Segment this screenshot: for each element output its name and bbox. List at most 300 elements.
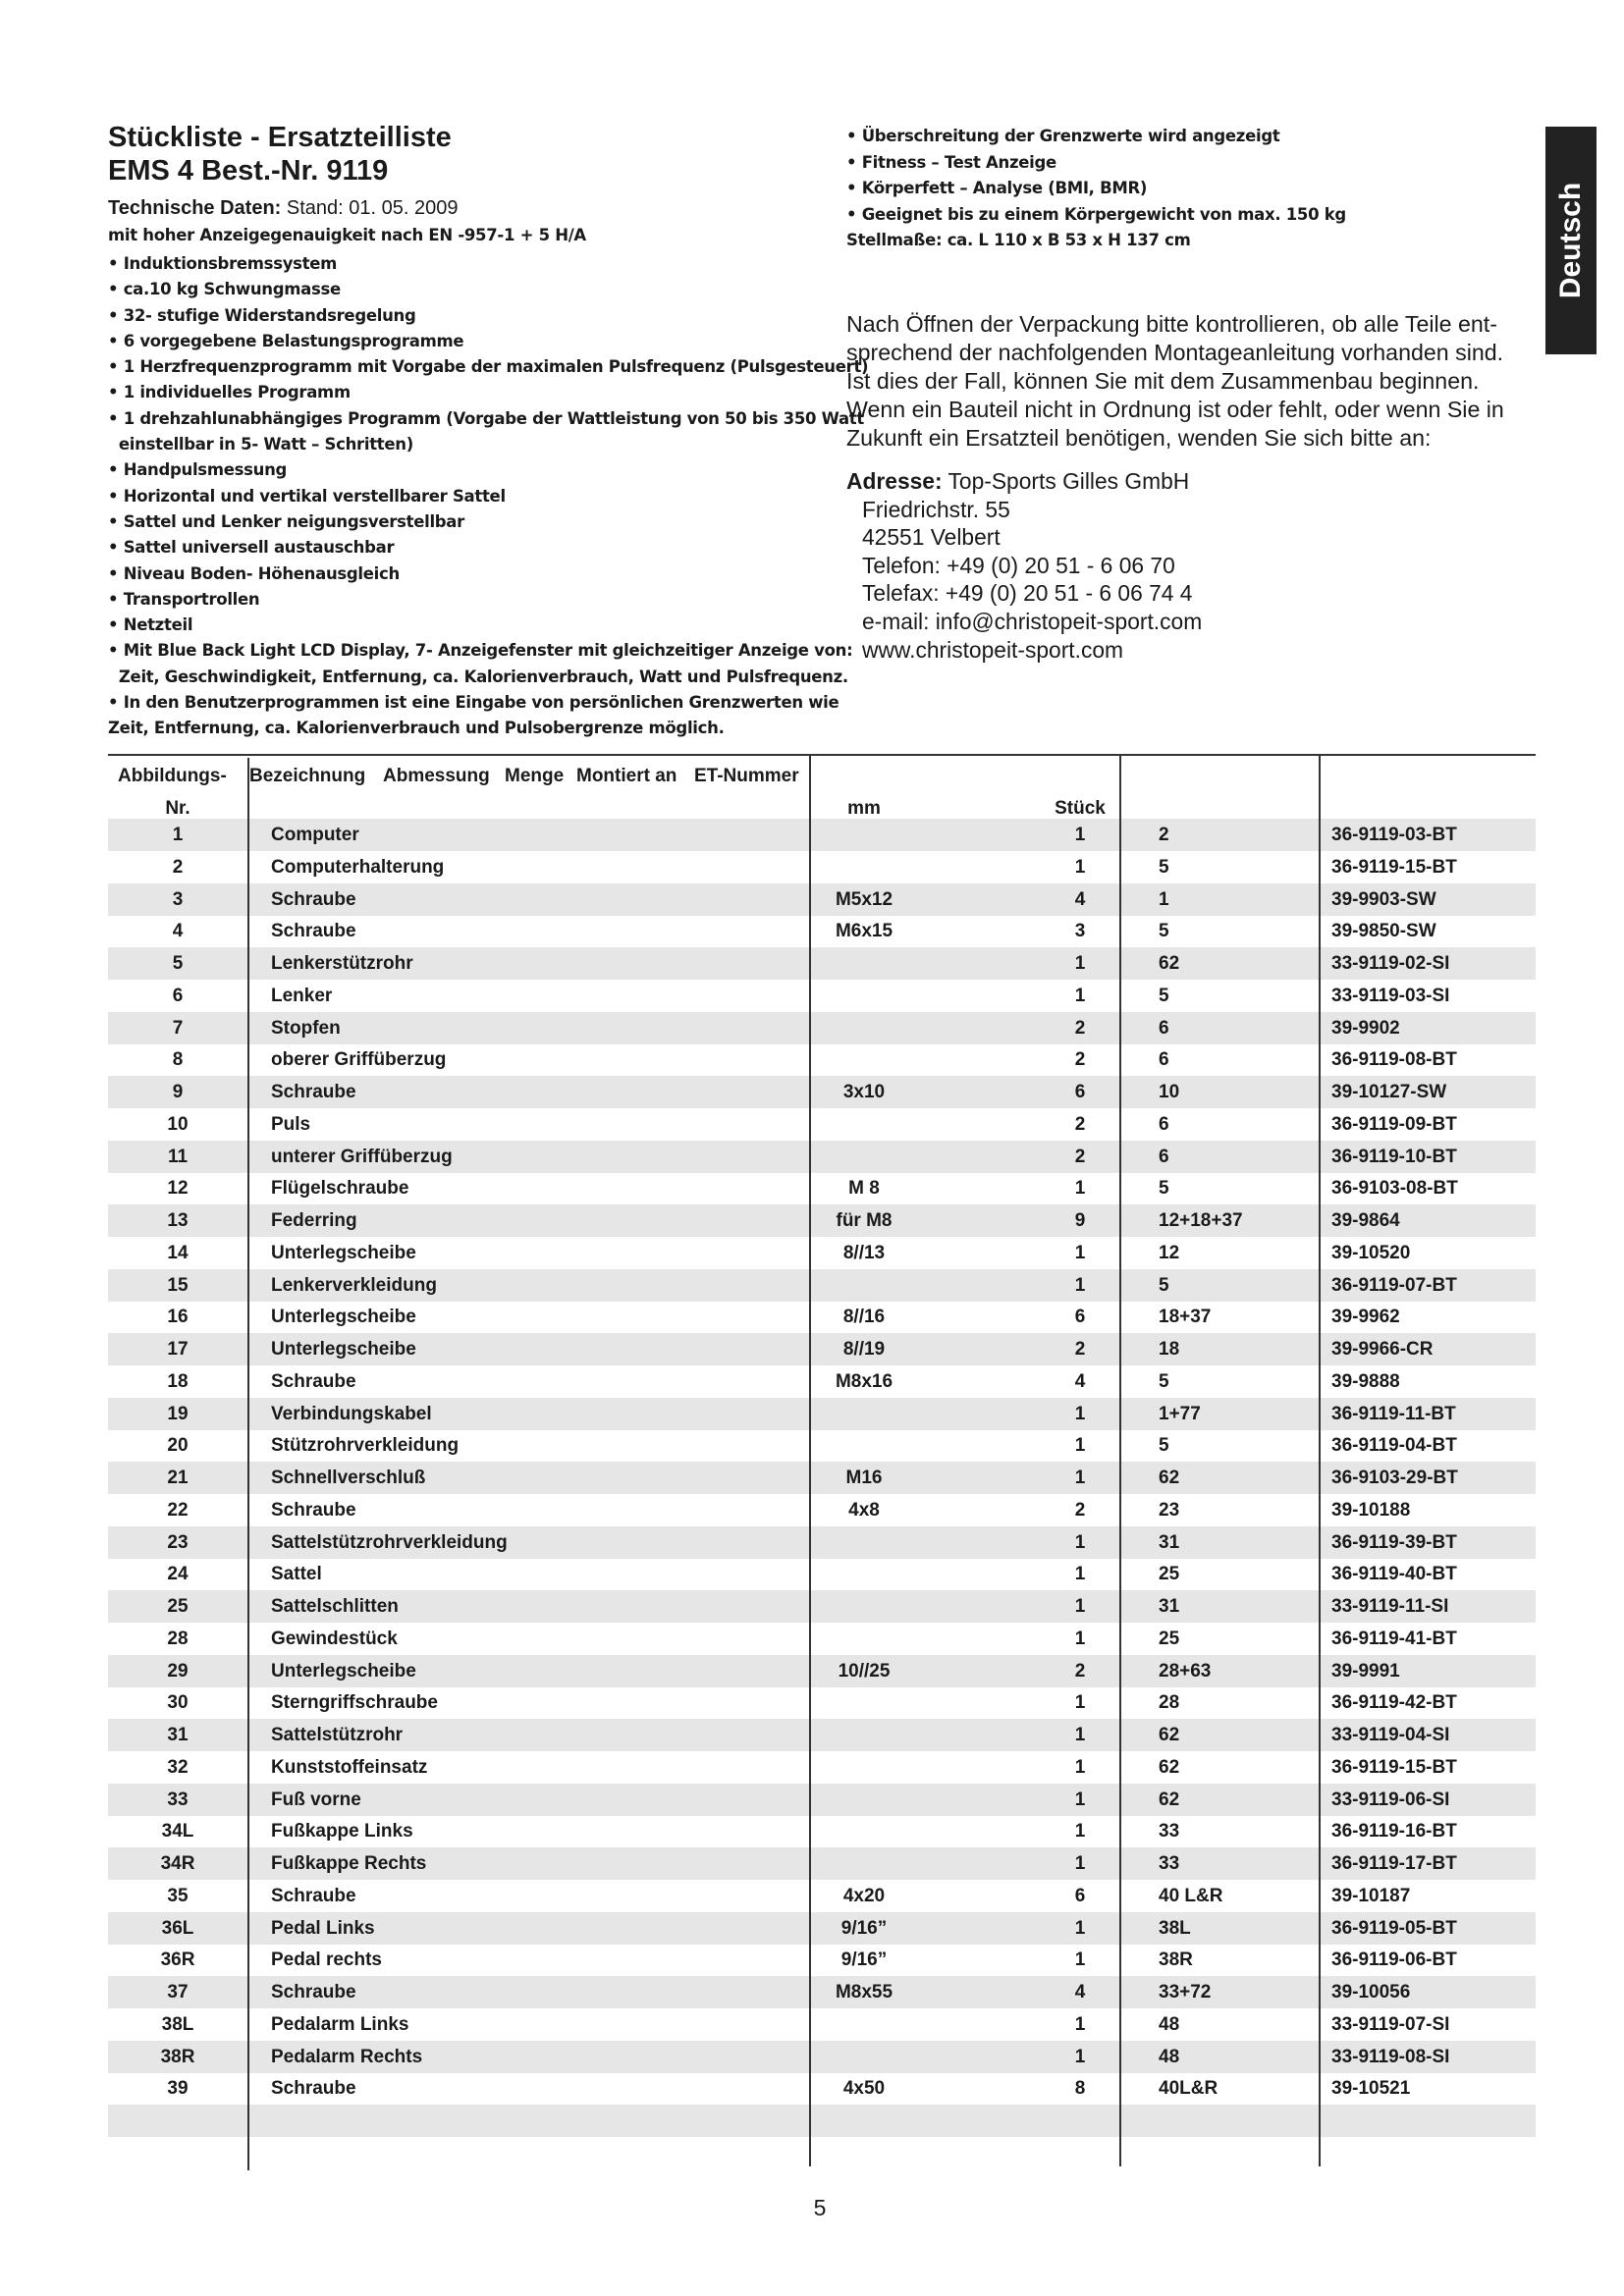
spare-part-number: 36-9119-15-BT (1331, 856, 1457, 878)
dimension: 4x50 (842, 2078, 886, 2100)
mounted-on: 6 (1159, 1146, 1169, 1167)
part-number: 36R (160, 1949, 195, 1971)
feature-item: Stellmaße: ca. L 110 x B 53 x H 137 cm (846, 231, 1191, 249)
part-name: Unterlegscheibe (271, 1242, 416, 1263)
quantity: 1 (1074, 1403, 1086, 1424)
part-number: 18 (167, 1370, 189, 1392)
part-number: 15 (167, 1274, 189, 1296)
table-row (108, 1558, 1536, 1590)
part-number: 22 (167, 1499, 189, 1521)
part-name: Schraube (271, 888, 356, 910)
mounted-on: 5 (1159, 856, 1169, 878)
part-name: Stopfen (271, 1017, 341, 1039)
part-name: Pedal Links (271, 1917, 375, 1939)
column-divider (1119, 754, 1121, 2166)
table-row (108, 1590, 1536, 1623)
mounted-on: 6 (1159, 1049, 1169, 1071)
address-line: Friedrichstr. 55 (862, 496, 1010, 522)
quantity: 2 (1074, 1660, 1086, 1682)
spare-part-number: 39-9991 (1331, 1660, 1400, 1682)
part-number: 17 (167, 1339, 189, 1360)
table-row (108, 1429, 1536, 1462)
header-cell: mm (847, 798, 881, 819)
quantity: 1 (1074, 1564, 1086, 1585)
quantity: 1 (1074, 1628, 1086, 1649)
dimension: 4x20 (842, 1885, 886, 1906)
part-name: Sattelstützrohrverkleidung (271, 1531, 508, 1553)
spare-part-number: 36-9103-08-BT (1331, 1178, 1458, 1200)
mounted-on: 62 (1159, 1468, 1180, 1488)
quantity: 9 (1074, 1210, 1086, 1231)
mounted-on: 10 (1159, 1082, 1180, 1102)
table-row (108, 1623, 1536, 1655)
spare-part-number: 36-9119-41-BT (1331, 1628, 1457, 1649)
part-name: Kunststoffeinsatz (271, 1756, 428, 1778)
feature-item: • Induktionsbremssystem (108, 254, 338, 273)
feature-item: Zeit, Entfernung, ca. Kalorienverbrauch und Pulsobergrenze möglich. (108, 719, 725, 738)
quantity: 1 (1074, 1274, 1086, 1296)
part-number: 1 (172, 825, 184, 845)
mounted-on: 40L&R (1159, 2078, 1218, 2100)
table-row (108, 1686, 1536, 1719)
quantity: 1 (1074, 1596, 1086, 1617)
spare-part-number: 36-9119-39-BT (1331, 1531, 1457, 1553)
spare-part-number: 36-9119-07-BT (1331, 1274, 1457, 1296)
part-name: Sattelschlitten (271, 1596, 399, 1617)
mounted-on: 33+72 (1159, 1982, 1212, 2002)
feature-item: • Mit Blue Back Light LCD Display, 7- Anzeigefenster mit gleichzeitiger Anzeige von: (108, 641, 853, 661)
feature-item: • 1 drehzahlunabhängiges Programm (Vorgabe der Wattleistung von 50 bis 350 Watt (108, 408, 864, 428)
mounted-on: 62 (1159, 1789, 1180, 1810)
quantity: 1 (1074, 1853, 1086, 1874)
part-name: Schnellverschluß (271, 1468, 426, 1488)
mounted-on: 12 (1159, 1242, 1180, 1263)
dimension: 8//16 (842, 1307, 886, 1328)
dimension: M 8 (848, 1178, 880, 1200)
mounted-on: 48 (1159, 2046, 1180, 2067)
spare-part-number: 39-9903-SW (1331, 888, 1436, 910)
dimension: 4x8 (848, 1499, 880, 1521)
address-line: e-mail: info@christopeit-sport.com (862, 608, 1203, 634)
part-number: 23 (167, 1531, 189, 1553)
table-row (108, 851, 1536, 883)
quantity: 2 (1074, 1049, 1086, 1071)
mounted-on: 48 (1159, 2013, 1180, 2035)
dimension: M6x15 (835, 921, 893, 942)
part-name: Sterngriffschraube (271, 1692, 438, 1714)
table-row (108, 1204, 1536, 1237)
table-row (108, 1043, 1536, 1076)
mounted-on: 28+63 (1159, 1660, 1212, 1682)
quantity: 1 (1074, 1789, 1086, 1810)
part-number: 14 (167, 1242, 189, 1263)
mounted-on: 62 (1159, 1756, 1180, 1778)
quantity: 1 (1074, 953, 1086, 974)
mounted-on: 23 (1159, 1499, 1180, 1521)
mounted-on: 5 (1159, 921, 1169, 942)
quantity: 2 (1074, 1017, 1086, 1039)
table-row (108, 1462, 1536, 1494)
part-name: Lenkerverkleidung (271, 1274, 437, 1296)
part-number: 19 (167, 1403, 189, 1424)
table-row (108, 2041, 1536, 2073)
table-row (108, 1912, 1536, 1945)
part-name: Unterlegscheibe (271, 1307, 416, 1328)
part-number: 13 (167, 1210, 189, 1231)
part-number: 34R (160, 1853, 195, 1874)
spare-part-number: 39-10520 (1331, 1242, 1411, 1263)
quantity: 1 (1074, 985, 1086, 1006)
quantity: 1 (1074, 825, 1086, 845)
technical-data-date: Stand: 01. 05. 2009 (286, 197, 459, 219)
table-row (108, 1012, 1536, 1044)
address-line: www.christopeit-sport.com (862, 636, 1124, 663)
spare-part-number: 33-9119-11-SI (1331, 1596, 1449, 1617)
table-row (108, 1301, 1536, 1333)
feature-item: • ca.10 kg Schwungmasse (108, 280, 341, 299)
table-row (108, 1847, 1536, 1880)
spare-part-number: 39-10521 (1331, 2078, 1411, 2100)
quantity: 1 (1074, 1242, 1086, 1263)
part-number: 36L (161, 1917, 194, 1939)
quantity: 1 (1074, 1531, 1086, 1553)
part-number: 3 (172, 888, 184, 910)
address-line: Telefon: +49 (0) 20 51 - 6 06 70 (862, 552, 1175, 578)
quantity: 8 (1074, 2078, 1086, 2100)
part-number: 5 (172, 953, 184, 974)
quantity: 2 (1074, 1113, 1086, 1135)
quantity: 1 (1074, 1756, 1086, 1778)
mounted-on: 5 (1159, 1370, 1169, 1392)
address-label: Adresse: (846, 468, 943, 494)
address-line: Telefax: +49 (0) 20 51 - 6 06 74 4 (862, 580, 1193, 607)
part-name: Schraube (271, 921, 356, 942)
technical-data-line (108, 197, 459, 220)
notice-line: Nach Öffnen der Verpackung bitte kontrollieren, ob alle Teile ent- (846, 311, 1497, 337)
mounted-on: 62 (1159, 953, 1180, 974)
feature-item: • Niveau Boden- Höhenausgleich (108, 563, 400, 583)
part-number: 33 (167, 1789, 189, 1810)
mounted-on: 6 (1159, 1113, 1169, 1135)
quantity: 1 (1074, 2013, 1086, 2035)
address-block (846, 467, 1202, 664)
part-name: Computer (271, 825, 359, 845)
part-name: Schraube (271, 1982, 356, 2002)
part-number: 38R (160, 2046, 195, 2067)
spare-part-number: 36-9119-04-BT (1331, 1435, 1457, 1457)
table-row (108, 1784, 1536, 1816)
quantity: 1 (1074, 1725, 1086, 1745)
spare-part-number: 39-9902 (1331, 1017, 1400, 1039)
part-number: 11 (167, 1146, 189, 1167)
quantity: 1 (1074, 856, 1086, 878)
quantity: 1 (1074, 1178, 1086, 1200)
spare-part-number: 33-9119-04-SI (1331, 1725, 1450, 1745)
table-row (108, 915, 1536, 947)
mounted-on: 31 (1159, 1596, 1180, 1617)
mounted-on: 12+18+37 (1159, 1210, 1243, 1231)
mounted-on: 18+37 (1159, 1307, 1212, 1328)
spare-part-number: 39-9888 (1331, 1370, 1400, 1392)
header-cell: Bezeichnung (249, 766, 366, 786)
mounted-on: 33 (1159, 1853, 1180, 1874)
feature-item: • Überschreitung der Grenzwerte wird angezeigt (846, 127, 1280, 145)
spare-part-number: 36-9119-15-BT (1331, 1756, 1457, 1778)
dimension: 9/16” (840, 1917, 888, 1939)
dimension: M8x55 (835, 1982, 893, 2002)
mounted-on: 62 (1159, 1725, 1180, 1745)
quantity: 3 (1074, 921, 1086, 942)
spare-part-number: 36-9119-17-BT (1331, 1853, 1457, 1874)
feature-item: • Körperfett – Analyse (BMI, BMR) (846, 179, 1148, 197)
part-name: Verbindungskabel (271, 1403, 432, 1424)
table-row (108, 1269, 1536, 1302)
spare-part-number: 39-9962 (1331, 1307, 1400, 1328)
feature-list-right (846, 124, 1346, 254)
mounted-on: 1+77 (1159, 1403, 1201, 1424)
quantity: 2 (1074, 1499, 1086, 1521)
quantity: 1 (1074, 1435, 1086, 1457)
table-row (108, 1880, 1536, 1912)
quantity: 1 (1074, 1821, 1086, 1842)
feature-item: • 1 individuelles Programm (108, 383, 351, 402)
part-name: Gewindestück (271, 1628, 398, 1649)
feature-list (108, 251, 869, 742)
quantity: 1 (1074, 2046, 1086, 2067)
spare-part-number: 36-9119-42-BT (1331, 1692, 1457, 1714)
part-number: 10 (167, 1113, 189, 1135)
dimension: 10//25 (838, 1660, 891, 1682)
part-number: 16 (167, 1307, 189, 1328)
quantity: 1 (1074, 1468, 1086, 1488)
notice-line: Ist dies der Fall, können Sie mit dem Zusammenbau beginnen. (846, 368, 1480, 394)
technical-data-label: Technische Daten: (108, 197, 282, 219)
header-cell: Stück (1055, 798, 1106, 819)
part-number: 2 (172, 856, 184, 878)
dimension: 9/16” (840, 1949, 888, 1971)
table-row (108, 1526, 1536, 1559)
mounted-on: 28 (1159, 1692, 1180, 1714)
spare-part-number: 33-9119-06-SI (1331, 1789, 1450, 1810)
mounted-on: 31 (1159, 1531, 1180, 1553)
part-number: 28 (167, 1628, 189, 1649)
part-number: 4 (172, 921, 184, 942)
mounted-on: 1 (1159, 888, 1169, 910)
feature-item: Zeit, Geschwindigkeit, Entfernung, ca. Kalorienverbrauch, Watt und Pulsfrequenz. (108, 667, 848, 686)
precision-note: mit hoher Anzeigegenauigkeit nach EN -957-1 + 5 H/A (108, 226, 586, 244)
column-divider (809, 754, 811, 2166)
quantity: 4 (1074, 1370, 1086, 1392)
spare-part-number: 36-9119-05-BT (1331, 1917, 1457, 1939)
product-subtitle: EMS 4 Best.-Nr. 9119 (108, 155, 389, 187)
spare-part-number: 39-10127-SW (1331, 1082, 1447, 1102)
mounted-on: 38L (1159, 1917, 1191, 1939)
feature-item: • Horizontal und vertikal verstellbarer Sattel (108, 486, 506, 506)
part-name: Lenkerstützrohr (271, 953, 413, 974)
header-cell: Montiert an (576, 766, 677, 786)
part-name: Fußkappe Rechts (271, 1853, 427, 1874)
empty-table-row (108, 2105, 1536, 2137)
part-number: 39 (167, 2078, 189, 2100)
part-number: 24 (167, 1564, 189, 1585)
part-name: Schraube (271, 2078, 356, 2100)
part-name: Pedalarm Links (271, 2013, 409, 2035)
spare-part-number: 36-9119-03-BT (1331, 825, 1457, 845)
spare-part-number: 36-9119-10-BT (1331, 1146, 1457, 1167)
mounted-on: 5 (1159, 985, 1169, 1006)
quantity: 6 (1074, 1307, 1086, 1328)
mounted-on: 5 (1159, 1178, 1169, 1200)
spare-part-number: 36-9119-11-BT (1331, 1403, 1456, 1424)
part-number: 35 (167, 1885, 189, 1906)
table-row (108, 1655, 1536, 1687)
part-name: Pedal rechts (271, 1949, 382, 1971)
part-name: Federring (271, 1210, 357, 1231)
header-cell: Abbildungs- (118, 766, 227, 786)
table-row (108, 947, 1536, 980)
dimension: 8//13 (842, 1242, 886, 1263)
table-row (108, 1494, 1536, 1526)
feature-item: • Sattel und Lenker neigungsverstellbar (108, 511, 464, 531)
spare-part-number: 39-10188 (1331, 1499, 1411, 1521)
feature-item: • In den Benutzerprogrammen ist eine Eingabe von persönlichen Grenzwerten wie (108, 693, 839, 713)
part-number: 29 (167, 1660, 189, 1682)
spare-part-number: 36-9119-09-BT (1331, 1113, 1457, 1135)
column-divider (247, 758, 249, 2170)
spare-part-number: 36-9119-16-BT (1331, 1821, 1457, 1842)
spare-part-number: 33-9119-07-SI (1331, 2013, 1450, 2035)
feature-item: • 6 vorgegebene Belastungsprogramme (108, 331, 464, 350)
mounted-on: 25 (1159, 1628, 1180, 1649)
table-row (108, 1141, 1536, 1173)
quantity: 6 (1074, 1885, 1086, 1906)
spare-part-number: 36-9119-08-BT (1331, 1049, 1457, 1071)
part-number: 31 (167, 1725, 189, 1745)
part-name: Flügelschraube (271, 1178, 409, 1200)
table-row (108, 883, 1536, 916)
table-row (108, 1398, 1536, 1430)
mounted-on: 6 (1159, 1017, 1169, 1039)
part-name: Sattelstützrohr (271, 1725, 404, 1745)
part-number: 32 (167, 1756, 189, 1778)
address-line: 42551 Velbert (862, 524, 1001, 551)
page-title: Stückliste - Ersatzteilliste (108, 122, 452, 153)
mounted-on: 40 L&R (1159, 1885, 1223, 1906)
quantity: 1 (1074, 1949, 1086, 1971)
table-row (108, 1076, 1536, 1108)
quantity: 4 (1074, 888, 1086, 910)
address-company: Top-Sports Gilles GmbH (947, 468, 1190, 494)
quantity: 2 (1074, 1339, 1086, 1360)
spare-part-number: 39-10187 (1331, 1885, 1411, 1906)
parts-table (108, 754, 1536, 2166)
part-number: 7 (172, 1017, 184, 1039)
part-name: Puls (271, 1113, 311, 1135)
notice-line: Wenn ein Bauteil nicht in Ordnung ist oder fehlt, oder wenn Sie in (846, 397, 1504, 422)
feature-item: einstellbar in 5- Watt – Schritten) (108, 435, 413, 454)
part-name: Fuß vorne (271, 1789, 361, 1810)
notice-line: Zukunft ein Ersatzteil benötigen, wenden Sie sich bitte an: (846, 425, 1432, 451)
feature-item: • Fitness – Test Anzeige (846, 152, 1056, 172)
table-row (108, 1365, 1536, 1398)
part-number: 37 (167, 1982, 189, 2002)
part-name: Schraube (271, 1370, 356, 1392)
feature-item: • Transportrollen (108, 589, 260, 609)
table-row (108, 1815, 1536, 1847)
part-name: Unterlegscheibe (271, 1339, 416, 1360)
quantity: 6 (1074, 1082, 1086, 1102)
table-row (108, 1976, 1536, 2008)
table-row (108, 1751, 1536, 1784)
table-row (108, 1944, 1536, 1976)
feature-item: • Handpulsmessung (108, 460, 288, 480)
table-row (108, 819, 1536, 851)
spare-part-number: 39-10056 (1331, 1982, 1411, 2002)
part-name: Pedalarm Rechts (271, 2046, 423, 2067)
spare-part-number: 33-9119-08-SI (1331, 2046, 1450, 2067)
dimension: 3x10 (842, 1082, 886, 1102)
part-number: 34L (161, 1821, 194, 1842)
language-tab-label: Deutsch (1554, 182, 1588, 299)
column-divider (1319, 754, 1321, 2166)
notice-line: sprechend der nachfolgenden Montageanleitung vorhanden sind. (846, 340, 1504, 365)
header-cell: Menge (505, 766, 565, 786)
spare-part-number: 39-9966-CR (1331, 1339, 1434, 1360)
dimension: M16 (845, 1468, 883, 1488)
table-row (108, 1237, 1536, 1269)
spare-part-number: 36-9119-06-BT (1331, 1949, 1457, 1971)
table-row (108, 1108, 1536, 1141)
page-number: 5 (813, 2195, 827, 2220)
table-row (108, 1172, 1536, 1204)
part-name: Schraube (271, 1885, 356, 1906)
table-row (108, 980, 1536, 1012)
language-tab (1545, 127, 1597, 354)
spare-part-number: 33-9119-03-SI (1331, 985, 1450, 1006)
dimension: für M8 (836, 1210, 893, 1231)
part-number: 38L (161, 2013, 194, 2035)
mounted-on: 5 (1159, 1435, 1169, 1457)
part-number: 30 (167, 1692, 189, 1714)
feature-item: • 32- stufige Widerstandsregelung (108, 305, 416, 325)
part-number: 8 (172, 1049, 184, 1071)
part-name: Schraube (271, 1082, 356, 1102)
part-number: 9 (172, 1082, 184, 1102)
part-name: oberer Griffüberzug (271, 1049, 447, 1071)
part-name: Sattel (271, 1564, 322, 1585)
mounted-on: 33 (1159, 1821, 1180, 1842)
mounted-on: 5 (1159, 1274, 1169, 1296)
part-name: Computerhalterung (271, 856, 445, 878)
table-top-rule (108, 754, 1536, 756)
part-number: 25 (167, 1596, 189, 1617)
table-row (108, 2072, 1536, 2105)
package-notice (846, 310, 1504, 453)
part-name: unterer Griffüberzug (271, 1146, 453, 1167)
mounted-on: 2 (1159, 825, 1169, 845)
part-number: 12 (167, 1178, 189, 1200)
spare-part-number: 39-9864 (1331, 1210, 1400, 1231)
dimension: M8x16 (835, 1370, 893, 1392)
mounted-on: 25 (1159, 1564, 1180, 1585)
quantity: 4 (1074, 1982, 1086, 2002)
part-number: 20 (167, 1435, 189, 1457)
table-row (108, 1719, 1536, 1751)
mounted-on: 38R (1159, 1949, 1193, 1971)
spare-part-number: 36-9103-29-BT (1331, 1468, 1458, 1488)
header-cell: Abmessung (383, 766, 490, 786)
feature-item: • Geeignet bis zu einem Körpergewicht von max. 150 kg (846, 204, 1346, 224)
